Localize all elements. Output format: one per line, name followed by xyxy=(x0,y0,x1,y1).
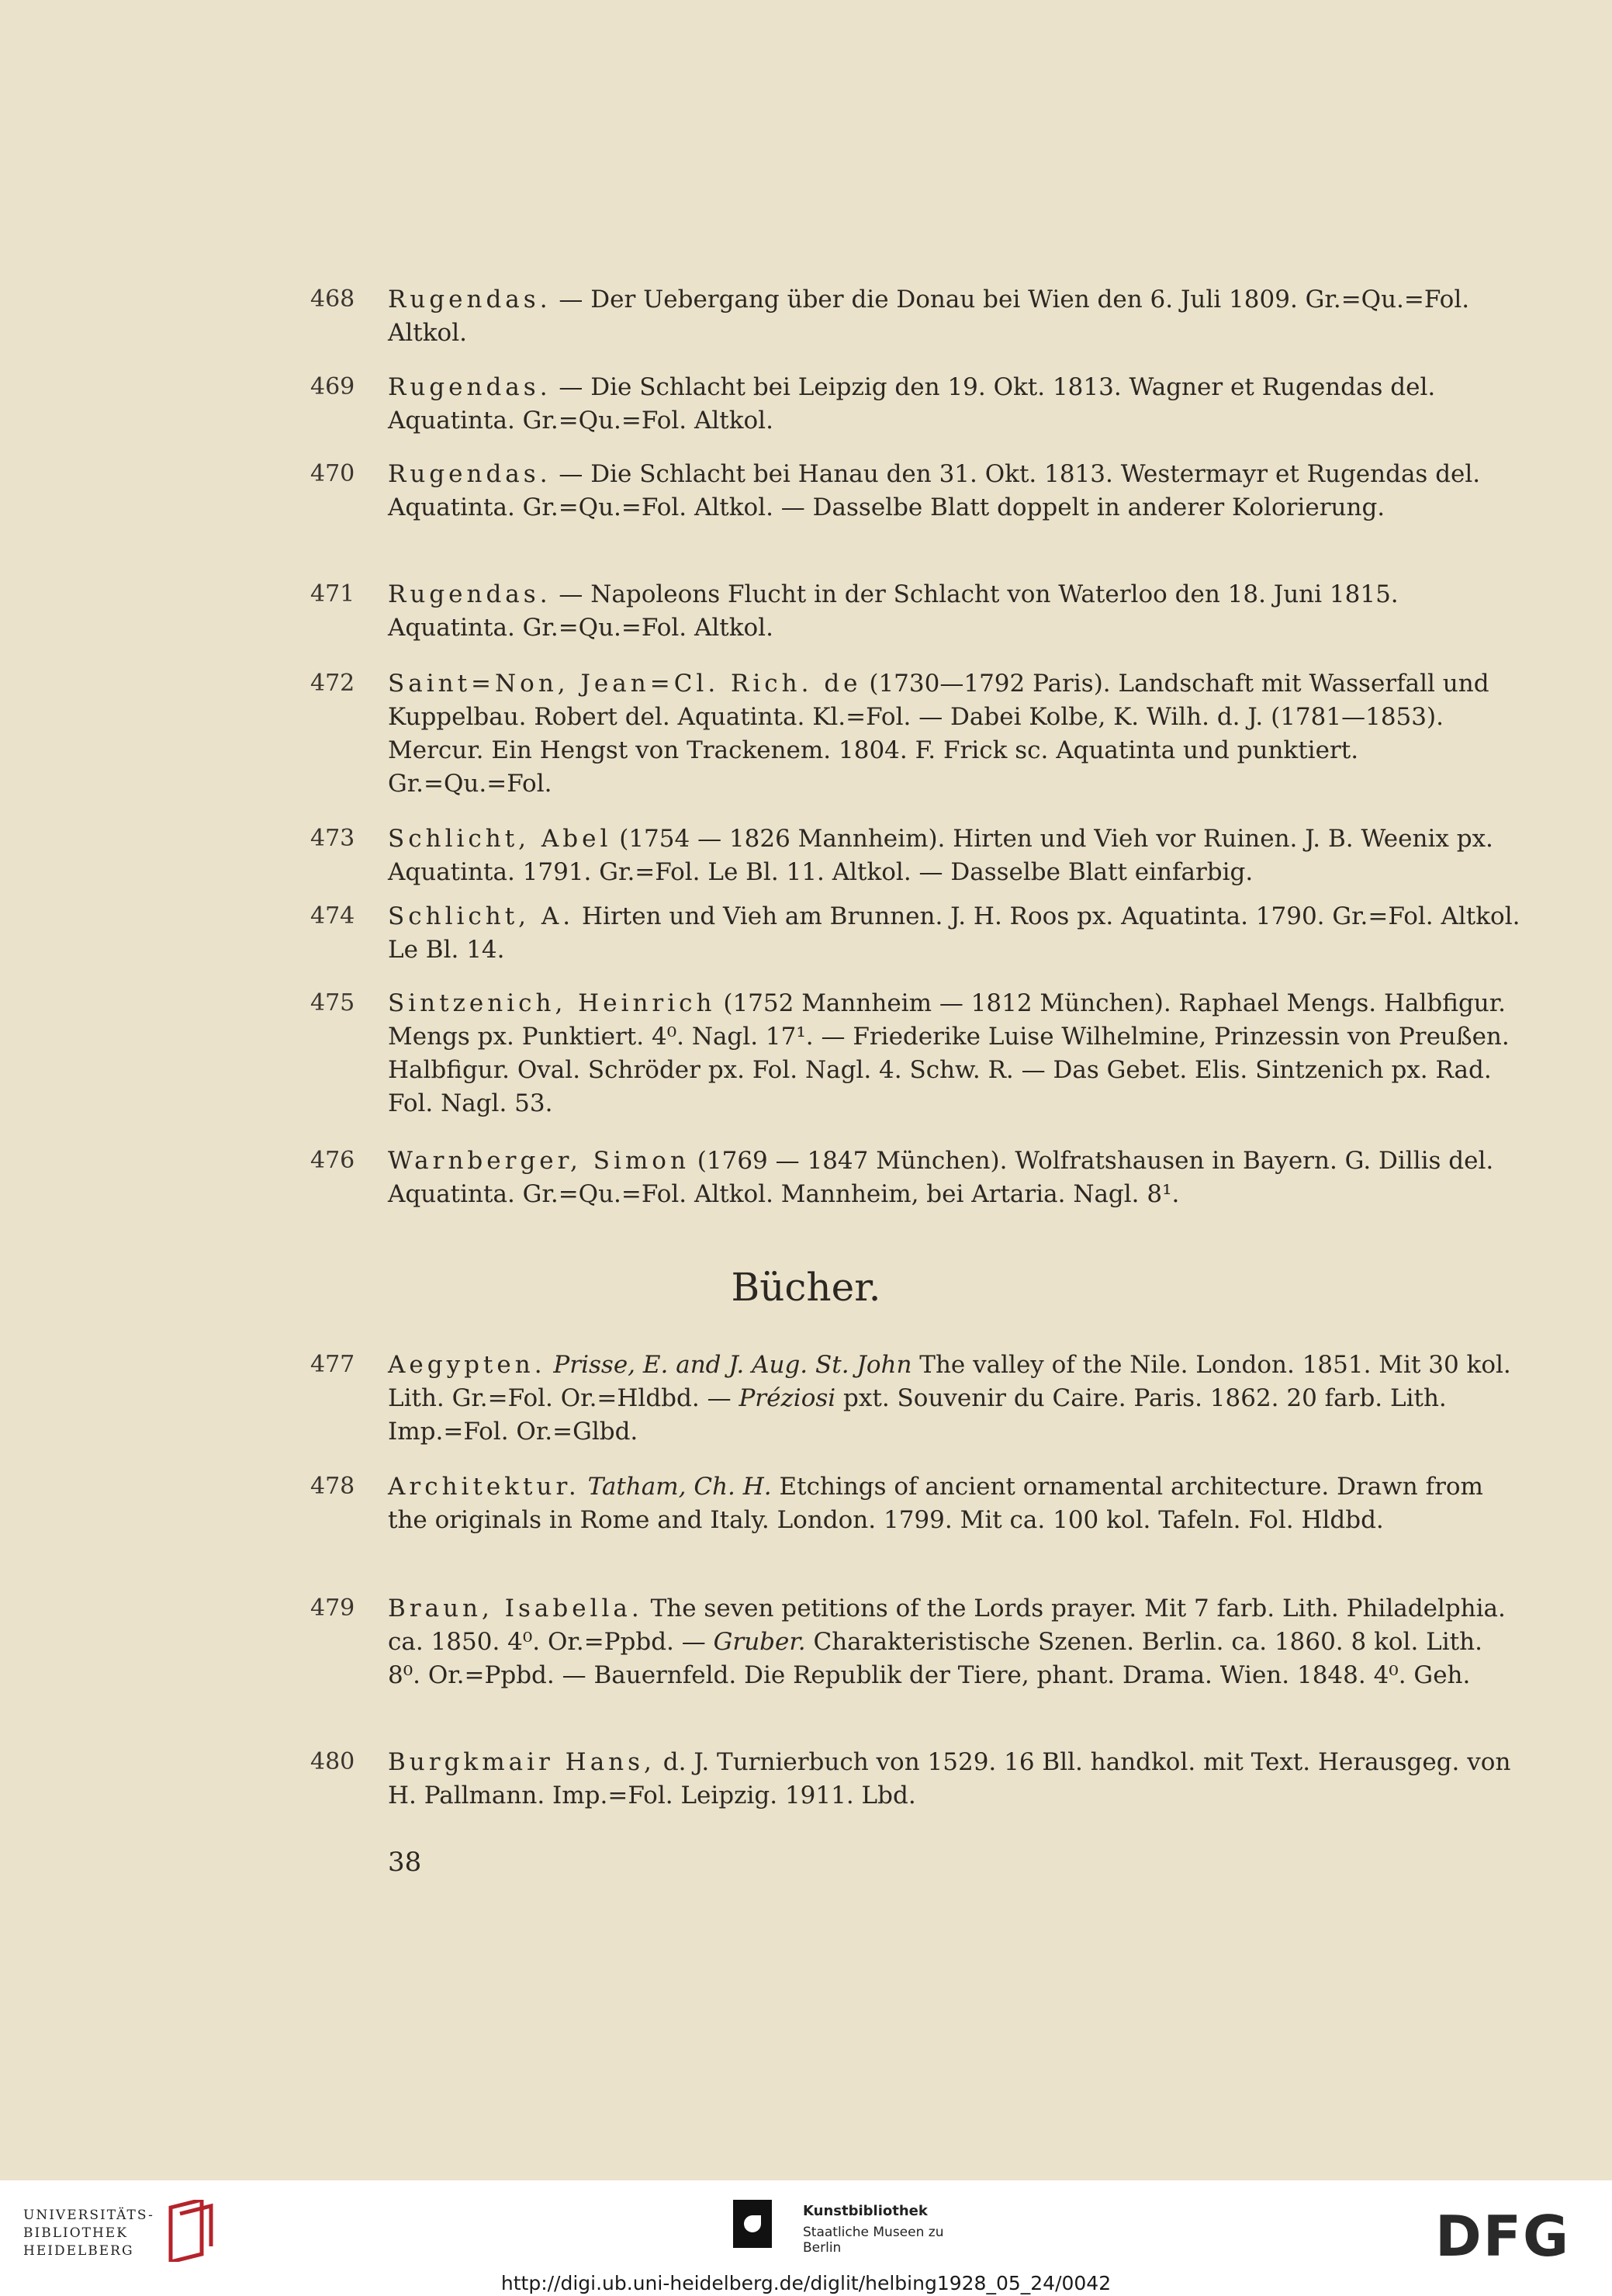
catalog-entry-473 xyxy=(310,822,1520,889)
entry-artist: Warnberger, Simon xyxy=(388,1147,690,1175)
entry-subject: Aegypten. xyxy=(388,1351,546,1379)
catalog-entry-470 xyxy=(310,458,1520,525)
entry-description: — Die Schlacht bei Hanau den 31. Okt. 1813. Westermayr et Rugendas del. Aquatinta. Gr.=Qu.=Fol. Altkol. — Dasselbe Blatt doppelt in anderer Kolorierung. xyxy=(388,460,1481,521)
entry-subject: Braun, Isabella. xyxy=(388,1595,643,1622)
logo-text-line: BIBLIOTHEK xyxy=(23,2225,128,2241)
catalog-entry-474 xyxy=(310,900,1520,967)
entry-description: Etchings of ancient ornamental architecture. Drawn from the originals in Rome and Italy. London. 1799. Mit ca. 100 kol. Tafeln. Fol. Hldbd. xyxy=(388,1473,1483,1534)
entry-artist: Schlicht, A. xyxy=(388,902,575,930)
entry-number: 480 xyxy=(310,1748,355,1775)
entry-number: 469 xyxy=(310,373,355,400)
entry-description: Hirten und Vieh am Brunnen. J. H. Roos px. Aquatinta. 1790. Gr.=Fol. Altkol. Le Bl. 14. xyxy=(388,902,1520,964)
entry-number: 479 xyxy=(310,1595,355,1622)
kunstbibliothek-title: Kunstbibliothek xyxy=(803,2203,928,2219)
catalog-entry-475 xyxy=(310,987,1520,1120)
entry-description: (1754 — 1826 Mannheim). Hirten und Vieh vor Ruinen. J. B. Weenix px. Aquatinta. 1791. Gr.=Fol. Le Bl. 11. Altkol. — Dasselbe Blatt einfarbig. xyxy=(388,825,1493,886)
viewer-footer xyxy=(0,2180,1612,2296)
kunstbibliothek-emblem-icon xyxy=(733,2200,772,2248)
entry-description: (1730—1792 Paris). Landschaft mit Wasserfall und Kuppelbau. Robert del. Aquatinta. Kl.=Fol. — Dabei Kolbe, K. Wilh. d. J. (1781—1853). Mercur. Ein Hengst von Trackenem. 1804. F. Frick sc. Aquatinta und punktiert. Gr.=Qu.=Fol. xyxy=(388,670,1489,798)
entry-number: 476 xyxy=(310,1147,355,1174)
entry-artist: Rugendas. xyxy=(388,460,552,488)
page-number: 38 xyxy=(388,1847,422,1878)
entry-artist: Rugendas. xyxy=(388,286,552,313)
catalog-entry-477 xyxy=(310,1349,1520,1449)
kunstbibliothek-subtitle: Staatliche Museen zu Berlin xyxy=(803,2225,944,2256)
dfg-logo[interactable]: DFG xyxy=(1435,2204,1571,2269)
catalog-entry-472 xyxy=(310,667,1520,801)
entry-description: The seven petitions of the Lords prayer. Mit 7 farb. Lith. Philadelphia. ca. 1850. 4⁰. Or.=Ppbd. — xyxy=(388,1595,1506,1656)
entry-artist: Schlicht, Abel xyxy=(388,825,612,853)
entry-artist: Rugendas. xyxy=(388,580,552,608)
entry-artist: Rugendas. xyxy=(388,373,552,401)
catalog-entry-476 xyxy=(310,1145,1520,1211)
catalog-entry-469 xyxy=(310,371,1520,438)
entry-number: 477 xyxy=(310,1351,355,1378)
university-library-logo[interactable] xyxy=(23,2200,209,2270)
entry-description: — Die Schlacht bei Leipzig den 19. Okt. 1813. Wagner et Rugendas del. Aquatinta. Gr.=Qu.=Fol. Altkol. xyxy=(388,373,1436,435)
section-heading: Bücher. xyxy=(731,1265,881,1310)
entry-description: d. J. Turnierbuch von 1529. 16 Bll. handkol. mit Text. Herausgeg. von H. Pallmann. Imp.=Fol. Leipzig. 1911. Lbd. xyxy=(388,1748,1511,1809)
entry-artist: Sintzenich, Heinrich xyxy=(388,989,716,1017)
library-emblem-icon xyxy=(163,2200,217,2262)
catalog-entry-479 xyxy=(310,1592,1520,1692)
entry-number: 474 xyxy=(310,902,355,930)
permalink-url[interactable]: http://digi.ub.uni-heidelberg.de/diglit/helbing1928_05_24/0042 xyxy=(500,2272,1112,2294)
entry-description: The valley of the Nile. London. 1851. Mit 30 kol. Lith. Gr.=Fol. Or.=Hldbd. — xyxy=(388,1351,1511,1412)
entry-number: 473 xyxy=(310,825,355,852)
entry-number: 472 xyxy=(310,670,355,697)
entry-description: (1769 — 1847 München). Wolfratshausen in Bayern. G. Dillis del. Aquatinta. Gr.=Qu.=Fol. Altkol. Mannheim, bei Artaria. Nagl. 8¹. xyxy=(388,1147,1494,1208)
entry-artist: Saint=Non, Jean=Cl. Rich. de xyxy=(388,670,862,698)
entry-description-rest: pxt. Souvenir du Caire. Paris. 1862. 20 farb. Lith. Imp.=Fol. Or.=Glbd. xyxy=(388,1384,1447,1446)
entry-description: — Der Uebergang über die Donau bei Wien den 6. Juli 1809. Gr.=Qu.=Fol. Altkol. xyxy=(388,286,1470,347)
entry-number: 468 xyxy=(310,286,355,313)
entry-description: (1752 Mannheim — 1812 München). Raphael Mengs. Halbfigur. Mengs px. Punktiert. 4⁰. Nagl. 17¹. — Friederike Luise Wilhelmine, Prinzessin von Preußen. Halbfigur. Oval. Schröder px. Fol. Nagl. 4. Schw. R. — Das Gebet. Elis. Sintzenich px. Rad. Fol. Nagl. 53. xyxy=(388,989,1510,1117)
entry-description: — Napoleons Flucht in der Schlacht von Waterloo den 18. Juni 1815. Aquatinta. Gr.=Qu.=Fol. Altkol. xyxy=(388,580,1399,642)
catalog-entry-471 xyxy=(310,578,1520,645)
entry-author-secondary: Préziosi xyxy=(739,1384,836,1412)
entry-description-rest: Charakteristische Szenen. Berlin. ca. 1860. 8 kol. Lith. 8⁰. Or.=Ppbd. — Bauernfeld. Die Republik der Tiere, phant. Drama. Wien. 1848. 4⁰. Geh. xyxy=(388,1628,1482,1689)
entry-author: Prisse, E. and J. Aug. St. John xyxy=(553,1351,912,1379)
logo-text-line: UNIVERSITÄTS- xyxy=(23,2208,154,2223)
entry-number: 478 xyxy=(310,1473,355,1500)
entry-number: 471 xyxy=(310,580,355,608)
catalog-entry-478 xyxy=(310,1470,1520,1537)
entry-number: 475 xyxy=(310,989,355,1016)
entry-subject: Burgkmair Hans, xyxy=(388,1748,656,1776)
entry-author-secondary: Gruber. xyxy=(713,1628,806,1656)
entry-author: Tatham, Ch. H. xyxy=(587,1473,772,1501)
kunstbibliothek-logo[interactable] xyxy=(733,2200,981,2254)
logo-text-line: HEIDELBERG xyxy=(23,2243,134,2259)
entry-subject: Architektur. xyxy=(388,1473,580,1501)
catalog-entry-468 xyxy=(310,283,1520,350)
catalog-entry-480 xyxy=(310,1746,1520,1813)
entry-number: 470 xyxy=(310,460,355,487)
